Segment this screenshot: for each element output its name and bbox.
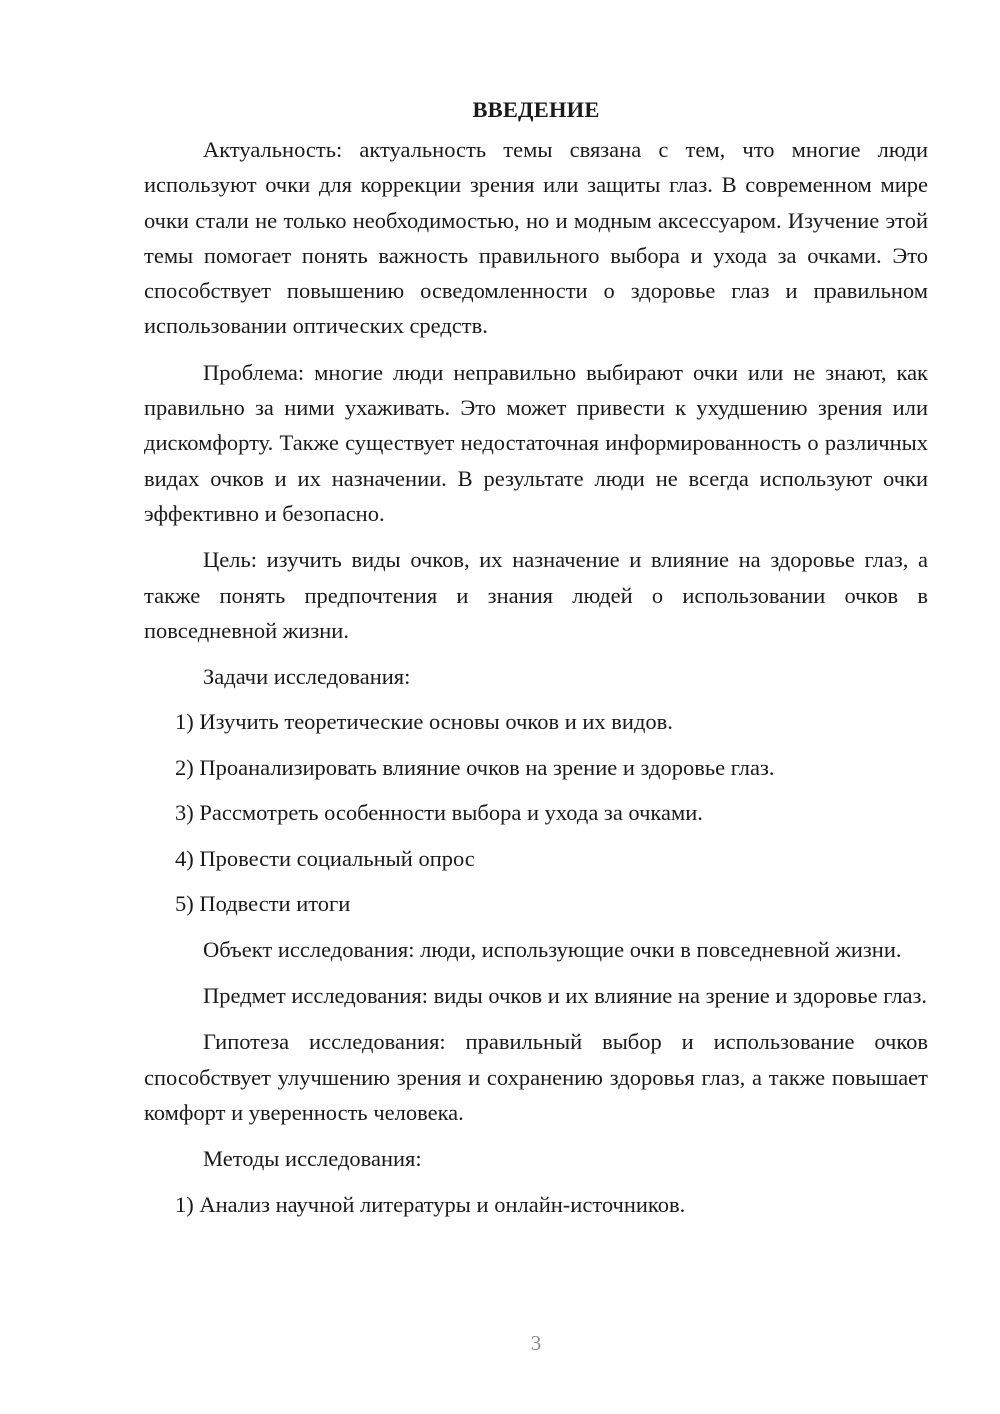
goal-paragraph: Цель: изучить виды очков, их назначение и влияние на здоровье глаз, а также понять предпочтения и знания людей о использовании очков в повседневной жизни. [144, 547, 928, 643]
page-number: 3 [530, 1331, 542, 1355]
section-heading: ВВЕДЕНИЕ [472, 97, 600, 122]
methods-title: Методы исследования: [203, 1146, 422, 1172]
subject-paragraph: Предмет исследования: виды очков и их влияние на зрение и здоровье глаз. [203, 983, 928, 1009]
task-item: 5) Подвести итоги [175, 891, 351, 917]
task-item: 4) Провести социальный опрос [175, 845, 475, 871]
task-item: 3) Рассмотреть особенности выбора и ухода за очками. [175, 800, 703, 826]
task-item: 1) Изучить теоретические основы очков и их видов. [175, 709, 673, 735]
tasks-title: Задачи исследования: [203, 664, 411, 690]
problem-paragraph: Проблема: многие люди неправильно выбирают очки или не знают, как правильно за ними ухаживать. Это может привести к ухудшению зрения или дискомфорту. Также существует недостаточная информированность о различных видах очков и их назначении. В результате люди не всегда используют очки эффективно и безопасно. [144, 359, 928, 526]
relevance-paragraph: Актуальность: актуальность темы связана с тем, что многие люди используют очки для коррекции зрения или защиты глаз. В современном мире очки стали не только необходимостью, но и модным аксессуаром. Изучение этой темы помогает понять важность правильного выбора и ухода за очками. Это способствует повышению осведомленности о здоровье глаз и правильном использовании оптических средств. [144, 137, 928, 339]
hypothesis-paragraph: Гипотеза исследования: правильный выбор и использование очков способствует улучшению зрения и сохранению здоровья глаз, а также повышает комфорт и уверенность человека. [144, 1029, 928, 1126]
object-paragraph: Объект исследования: люди, использующие очки в повседневной жизни. [203, 936, 902, 962]
document-page [144, 92, 928, 1232]
task-item: 2) Проанализировать влияние очков на зрение и здоровье глаз. [175, 754, 775, 780]
method-item: 1) Анализ научной литературы и онлайн-источников. [175, 1191, 686, 1217]
